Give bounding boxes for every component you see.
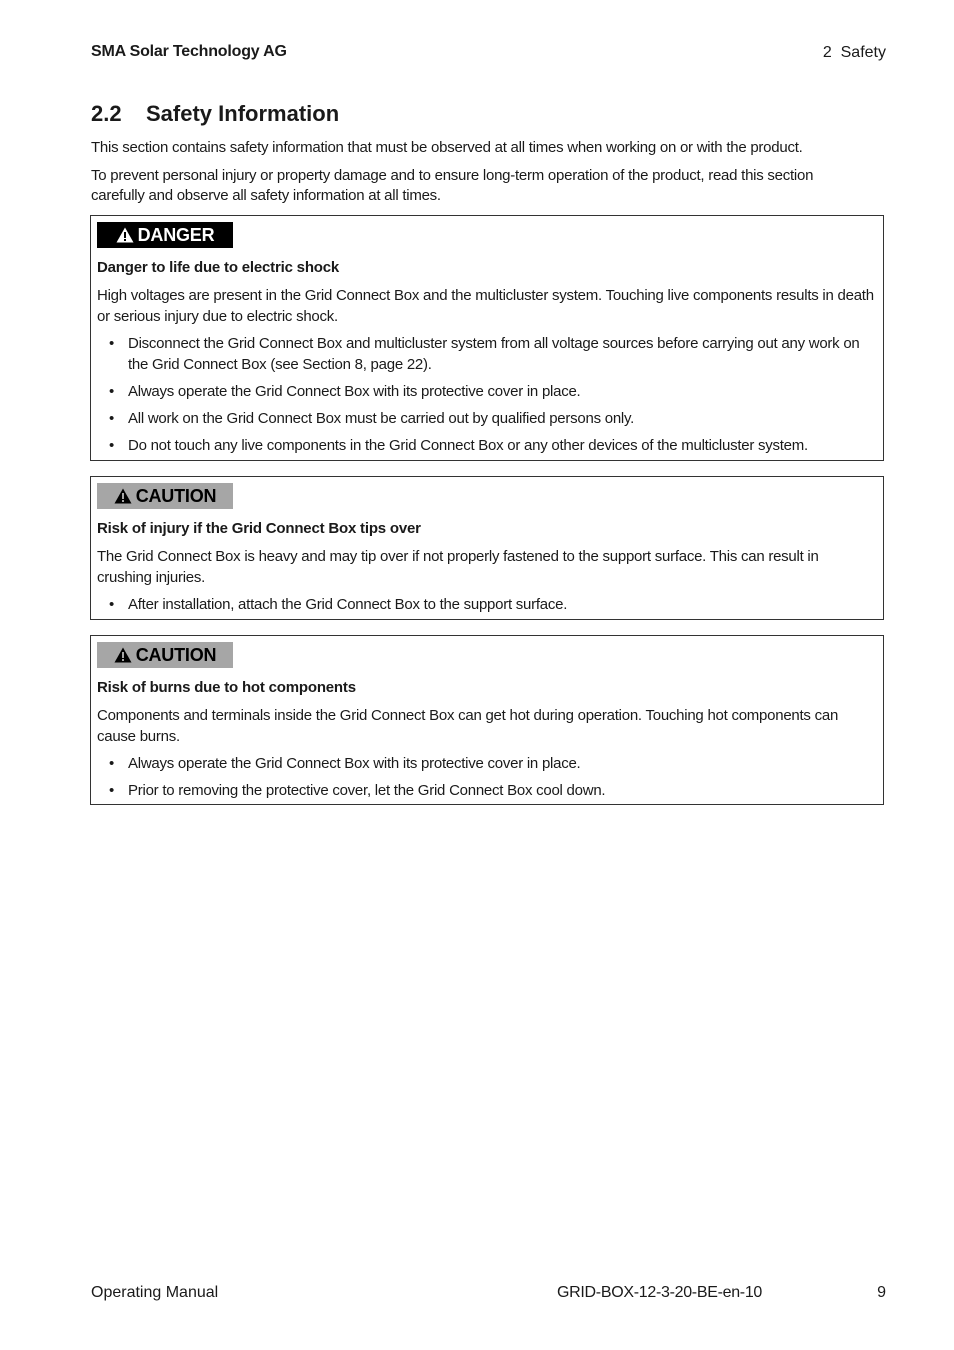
list-item: • After installation, attach the Grid Connect Box to the support surface. — [97, 594, 877, 615]
warning-text: Components and terminals inside the Grid Connect Box can get hot during operation. Touching hot components can cause burns. — [97, 707, 839, 745]
warning-triangle-icon — [116, 227, 134, 243]
section-title-text: Safety Information — [146, 101, 340, 126]
footer-doc-code: GRID-BOX-12-3-20-BE-en-10 — [557, 1284, 763, 1301]
list-item: • Always operate the Grid Connect Box with its protective cover in place. — [97, 381, 877, 402]
warning-triangle-icon — [114, 647, 132, 663]
section-title — [91, 101, 339, 127]
caution-badge — [97, 483, 233, 509]
badge-label: DANGER — [137, 224, 215, 245]
warning-title: Risk of burns due to hot components — [97, 679, 356, 696]
intro-paragraph: This section contains safety information that must be observed at all times when working on or with the product. — [91, 139, 803, 156]
warning-bullet-list — [97, 753, 877, 801]
list-item: • Disconnect the Grid Connect Box and multicluster system from all voltage sources before carrying out any work on the Grid Connect Box (see Section 8, page 22). — [97, 333, 877, 375]
caution-warning-box — [90, 635, 884, 805]
footer-page-number: 9 — [877, 1284, 886, 1301]
section-number: 2.2 — [91, 101, 122, 126]
warning-bullet-list — [97, 594, 877, 615]
badge-label: CAUTION — [135, 644, 217, 665]
caution-badge — [97, 642, 233, 668]
warning-title: Risk of injury if the Grid Connect Box tips over — [97, 520, 421, 537]
warning-bullet-list — [97, 333, 877, 456]
caution-warning-box — [90, 476, 884, 620]
header-chapter: 2 Safety — [822, 44, 886, 61]
danger-badge — [97, 222, 233, 248]
header-company: SMA Solar Technology AG — [91, 43, 287, 60]
danger-warning-box — [90, 215, 884, 461]
warning-text: High voltages are present in the Grid Connect Box and the multicluster system. Touching live components results in death or serious injury due to electric shock. — [97, 287, 874, 325]
footer-doc-type: Operating Manual — [91, 1284, 219, 1301]
intro-paragraph: To prevent personal injury or property damage and to ensure long-term operation of the product, read this section carefully and observe all safety information at all times. — [91, 167, 814, 204]
warning-text: The Grid Connect Box is heavy and may tip over if not properly fastened to the support surface. This can result in crushing injuries. — [97, 548, 819, 586]
list-item: • Do not touch any live components in the Grid Connect Box or any other devices of the multicluster system. — [97, 435, 877, 456]
list-item: • All work on the Grid Connect Box must be carried out by qualified persons only. — [97, 408, 877, 429]
list-item: • Always operate the Grid Connect Box with its protective cover in place. — [97, 753, 877, 774]
badge-label: CAUTION — [135, 485, 217, 506]
warning-triangle-icon — [114, 488, 132, 504]
warning-title: Danger to life due to electric shock — [97, 259, 340, 276]
list-item: • Prior to removing the protective cover, let the Grid Connect Box cool down. — [97, 780, 877, 801]
